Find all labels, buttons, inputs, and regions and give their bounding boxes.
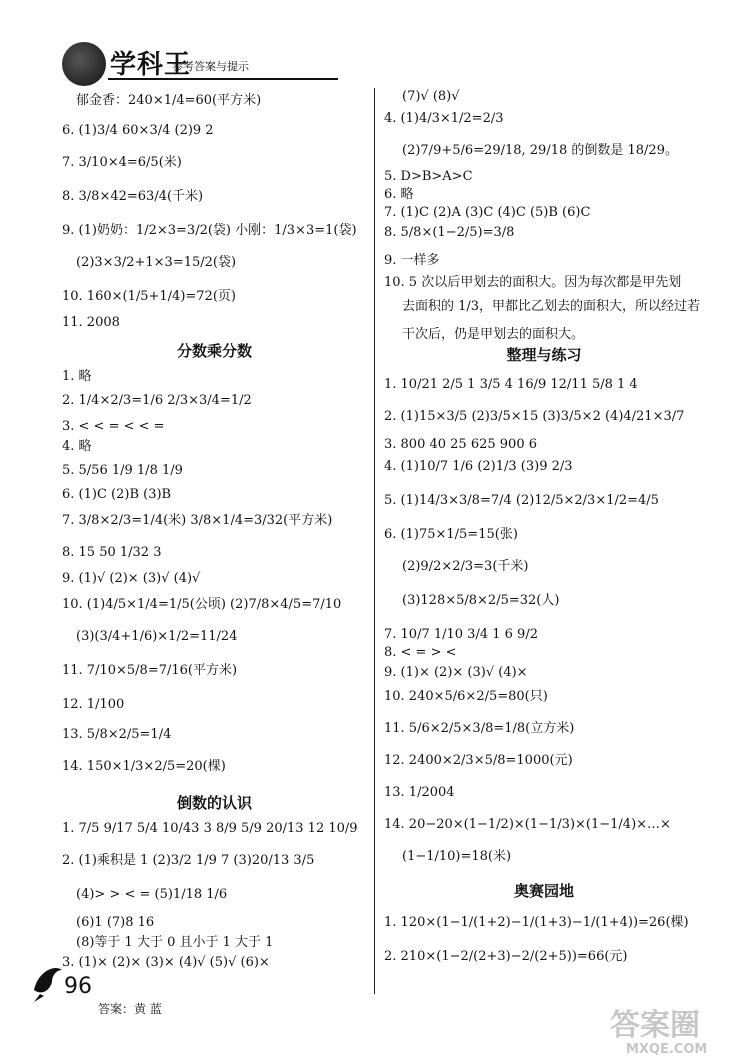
- section-title: 奥赛园地: [513, 882, 574, 900]
- answer-line: (6)1 (7)8 16: [76, 915, 155, 930]
- answer-line: 9. (1)√ (2)× (3)√ (4)√: [62, 571, 201, 586]
- answer-line: 8. < = > <: [384, 645, 457, 660]
- answer-line: 10. 5 次以后甲划去的面积大。因为每次都是甲先划: [384, 275, 682, 290]
- answer-line: 2. 210×(1−2/(2+3)−2/(2+5))=66(元): [384, 949, 628, 964]
- answer-line: 6. 略: [384, 187, 414, 202]
- page-footer: [30, 960, 230, 1040]
- answer-line: 9. 一样多: [384, 253, 440, 268]
- answer-line: 5. D>B>A>C: [384, 169, 473, 184]
- answer-line: (1−1/10)=18(米): [402, 849, 512, 864]
- answer-line: 5. (1)14/3×3/8=7/4 (2)12/5×2/3×1/2=4/5: [384, 493, 659, 508]
- section-title: 整理与练习: [506, 346, 582, 364]
- answer-line: 6. (1)C (2)B (3)B: [62, 487, 172, 502]
- answer-line: (2)3×3/2+1×3=15/2(袋): [76, 255, 237, 270]
- answer-line: 2. (1)乘积是 1 (2)3/2 1/9 7 (3)20/13 3/5: [62, 853, 315, 868]
- answer-line: 1. 120×(1−1/(1+2)−1/(1+3)−1/(1+4))=26(棵): [384, 915, 689, 930]
- answer-line: 12. 1/100: [62, 697, 125, 712]
- answer-line: (2)7/9+5/6=29/18, 29/18 的倒数是 18/29。: [402, 143, 678, 158]
- answer-line: 13. 5/8×2/5=1/4: [62, 727, 172, 742]
- answer-line: 5. 5/56 1/9 1/8 1/9: [62, 463, 183, 478]
- watermark-url: MXQE.COM: [626, 1042, 708, 1057]
- answer-line: 8. 3/8×42=63/4(千米): [62, 189, 204, 204]
- answer-line: 10. (1)4/5×1/4=1/5(公顷) (2)7/8×4/5=7/10: [62, 597, 342, 612]
- answer-line: 14. 20−20×(1−1/2)×(1−1/3)×(1−1/4)×…×: [384, 817, 671, 832]
- answer-line: 3. < < = < < =: [62, 419, 165, 434]
- answer-line: 11. 2008: [62, 315, 120, 330]
- answer-line: 1. 7/5 9/17 5/4 10/43 3 8/9 5/9 20/13 12 10/9: [62, 821, 358, 836]
- answer-line: 7. (1)C (2)A (3)C (4)C (5)B (6)C: [384, 205, 591, 220]
- answer-line: 3. (1)× (2)× (3)× (4)√ (5)√ (6)×: [62, 955, 270, 970]
- answer-line: (8)等于 1 大于 0 且小于 1 大于 1: [76, 935, 274, 950]
- answer-line: 4. (1)4/3×1/2=2/3: [384, 111, 504, 126]
- answer-label: 答案：黄 蓝: [98, 1002, 162, 1016]
- dolphin-icon: [30, 960, 66, 1002]
- answer-line: 4. 略: [62, 439, 92, 454]
- answer-line: (3)128×5/8×2/5=32(人): [402, 593, 560, 608]
- answer-line: 8. 15 50 1/32 3: [62, 545, 162, 560]
- watermark-logo: 答案圈: [610, 1008, 700, 1043]
- section-title: 倒数的认识: [176, 794, 252, 812]
- answer-line: 7. 3/10×4=6/5(米): [62, 155, 182, 170]
- answer-line: 14. 150×1/3×2/5=20(棵): [62, 759, 226, 774]
- section-title: 分数乘分数: [176, 342, 252, 360]
- column-divider: [374, 88, 375, 994]
- answer-line: 1. 10/21 2/5 1 3/5 4 16/9 12/11 5/8 1 4: [384, 377, 638, 392]
- header-subtitle: 参考答案与提示: [172, 60, 249, 73]
- logo-icon: [62, 42, 106, 86]
- answer-line: 3. 800 40 25 625 900 6: [384, 437, 537, 452]
- answer-line: 8. 5/8×(1−2/5)=3/8: [384, 225, 515, 240]
- logo-title: 学科王: [110, 50, 192, 80]
- answer-line: 10. 240×5/6×2/5=80(只): [384, 689, 548, 704]
- page-header: [62, 40, 282, 90]
- answer-line: 12. 2400×2/3×5/8=1000(元): [384, 753, 573, 768]
- answer-line: 9. (1)奶奶：1/2×3=3/2(袋) 小刚：1/3×3=1(袋): [62, 223, 357, 238]
- answer-line: 6. (1)75×1/5=15(张): [384, 527, 518, 542]
- page-number: 96: [64, 974, 92, 999]
- answer-line: 郁金香：240×1/4=60(平方米): [76, 93, 262, 108]
- answer-line: 1. 略: [62, 369, 92, 384]
- answer-line: 7. 10/7 1/10 3/4 1 6 9/2: [384, 627, 538, 642]
- watermark: [610, 1000, 750, 1064]
- answer-line: (2)9/2×2/3=3(千米): [402, 559, 529, 574]
- answer-line: (3)(3/4+1/6)×1/2=11/24: [76, 629, 238, 644]
- answer-line: (7)√ (8)√: [402, 89, 460, 104]
- answer-line: 4. (1)10/7 1/6 (2)1/3 (3)9 2/3: [384, 459, 573, 474]
- answer-line: 10. 160×(1/5+1/4)=72(页): [62, 289, 236, 304]
- answer-line: 11. 7/10×5/8=7/16(平方米): [62, 663, 238, 678]
- answer-line: 13. 1/2004: [384, 785, 455, 800]
- answer-line: 2. 1/4×2/3=1/6 2/3×3/4=1/2: [62, 393, 252, 408]
- answer-line: 去面积的 1/3，甲都比乙划去的面积大，所以经过若: [402, 299, 701, 314]
- header-rule: [108, 78, 338, 80]
- answer-line: 2. (1)15×3/5 (2)3/5×15 (3)3/5×2 (4)4/21×3/7: [384, 409, 685, 424]
- answer-line: 6. (1)3/4 60×3/4 (2)9 2: [62, 123, 214, 138]
- answer-line: 11. 5/6×2/5×3/8=1/8(立方米): [384, 721, 575, 736]
- answer-line: 7. 3/8×2/3=1/4(米) 3/8×1/4=3/32(平方米): [62, 513, 333, 528]
- answer-line: (4)> > < = (5)1/18 1/6: [76, 887, 228, 902]
- answer-line: 9. (1)× (2)× (3)√ (4)×: [384, 665, 528, 680]
- answer-line: 干次后，仍是甲划去的面积大。: [402, 327, 585, 342]
